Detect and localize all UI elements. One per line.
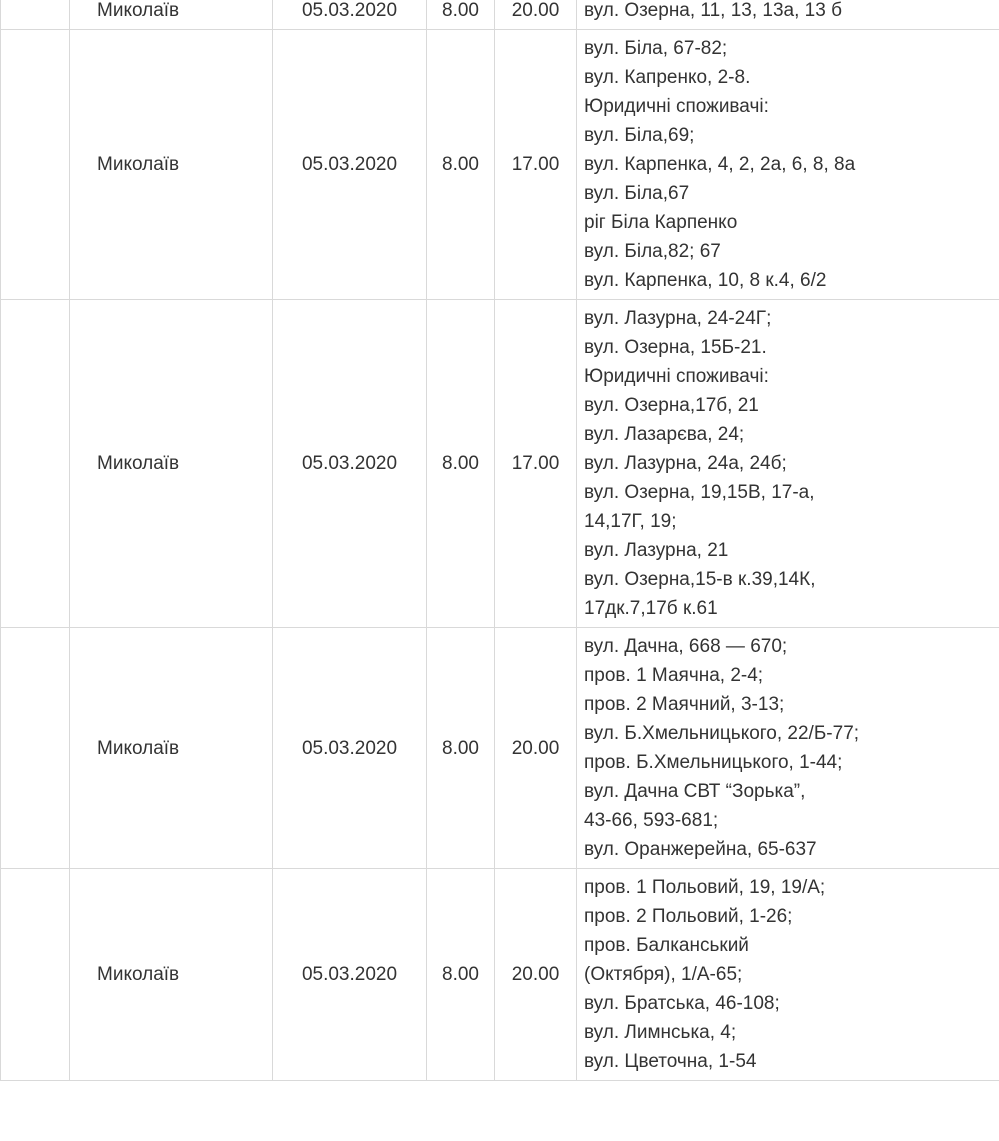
address-line: вул. Оранжерейна, 65-637	[584, 839, 817, 860]
address-line: вул. Біла, 67-82;	[584, 38, 728, 59]
table-body	[1, 0, 999, 1081]
row-index-cell	[1, 628, 70, 869]
address-line: 43-66, 593-681;	[584, 810, 719, 831]
address-line: пров. Б.Хмельницького, 1-44;	[584, 752, 843, 773]
addresses-cell	[577, 628, 999, 869]
address-line: вул. Б.Хмельницького, 22/Б-77;	[584, 723, 860, 744]
address-line: вул. Братська, 46-108;	[584, 993, 780, 1014]
address-line: вул. Дачна СВТ “Зорька”,	[584, 781, 806, 802]
end-time-cell: 20.00	[495, 869, 577, 1081]
row-index-cell	[1, 300, 70, 628]
address-line: вул. Озерна, 15Б-21.	[584, 337, 767, 358]
row-index-cell	[1, 30, 70, 300]
address-line: вул. Озерна, 11, 13, 13а, 13 б	[584, 0, 842, 21]
table-row	[1, 628, 999, 869]
city-cell: Миколаїв	[70, 30, 273, 300]
address-line: вул. Карпенка, 10, 8 к.4, 6/2	[584, 270, 827, 291]
end-time-cell: 17.00	[495, 30, 577, 300]
address-line: вул. Лазурна, 24а, 24б;	[584, 453, 787, 474]
address-line: вул. Лазурна, 24-24Г;	[584, 308, 772, 329]
address-line: вул. Біла,82; 67	[584, 241, 721, 262]
start-time-cell: 8.00	[427, 0, 495, 30]
city-cell: Миколаїв	[70, 869, 273, 1081]
end-time-cell: 17.00	[495, 300, 577, 628]
start-time-cell: 8.00	[427, 869, 495, 1081]
start-time-cell: 8.00	[427, 30, 495, 300]
address-line: 14,17Г, 19;	[584, 511, 677, 532]
end-time-cell: 20.00	[495, 0, 577, 30]
address-line: вул. Озерна, 19,15В, 17-а,	[584, 482, 815, 503]
address-line: пров. 1 Маячна, 2-4;	[584, 665, 764, 686]
date-cell: 05.03.2020	[273, 869, 427, 1081]
addresses-cell	[577, 869, 999, 1081]
address-line: вул. Цветочна, 1-54	[584, 1051, 757, 1072]
addresses-cell	[577, 0, 999, 30]
city-cell: Миколаїв	[70, 300, 273, 628]
address-line: Юридичні споживачі:	[584, 96, 769, 117]
table-row	[1, 300, 999, 628]
address-line: пров. 2 Маячний, 3-13;	[584, 694, 785, 715]
start-time-cell: 8.00	[427, 300, 495, 628]
address-line: вул. Лазурна, 21	[584, 540, 729, 561]
start-time-cell: 8.00	[427, 628, 495, 869]
date-cell: 05.03.2020	[273, 30, 427, 300]
address-line: 17дк.7,17б к.61	[584, 598, 718, 619]
address-line: вул. Озерна,17б, 21	[584, 395, 759, 416]
table-row	[1, 869, 999, 1081]
address-line: вул. Капренко, 2-8.	[584, 67, 751, 88]
address-line: вул. Лимнська, 4;	[584, 1022, 737, 1043]
city-cell: Миколаїв	[70, 0, 273, 30]
address-line: вул. Дачна, 668 — 670;	[584, 636, 788, 657]
addresses-cell	[577, 300, 999, 628]
address-line: вул. Біла,67	[584, 183, 690, 204]
address-line: вул. Карпенка, 4, 2, 2а, 6, 8, 8а	[584, 154, 856, 175]
date-cell: 05.03.2020	[273, 628, 427, 869]
date-cell: 05.03.2020	[273, 0, 427, 30]
row-index-cell	[1, 0, 70, 30]
table-row	[1, 0, 999, 30]
address-line: Юридичні споживачі:	[584, 366, 769, 387]
date-cell: 05.03.2020	[273, 300, 427, 628]
address-line: ріг Біла Карпенко	[584, 212, 738, 233]
end-time-cell: 20.00	[495, 628, 577, 869]
address-line: пров. 1 Польовий, 19, 19/А;	[584, 877, 826, 898]
address-line: пров. Балканський	[584, 935, 749, 956]
address-line: вул. Озерна,15-в к.39,14К,	[584, 569, 816, 590]
address-line: пров. 2 Польовий, 1-26;	[584, 906, 793, 927]
address-line: (Октября), 1/А-65;	[584, 964, 743, 985]
row-index-cell	[1, 869, 70, 1081]
table-row	[1, 30, 999, 300]
addresses-cell	[577, 30, 999, 300]
city-cell: Миколаїв	[70, 628, 273, 869]
address-line: вул. Лазарєва, 24;	[584, 424, 745, 445]
address-line: вул. Біла,69;	[584, 125, 695, 146]
